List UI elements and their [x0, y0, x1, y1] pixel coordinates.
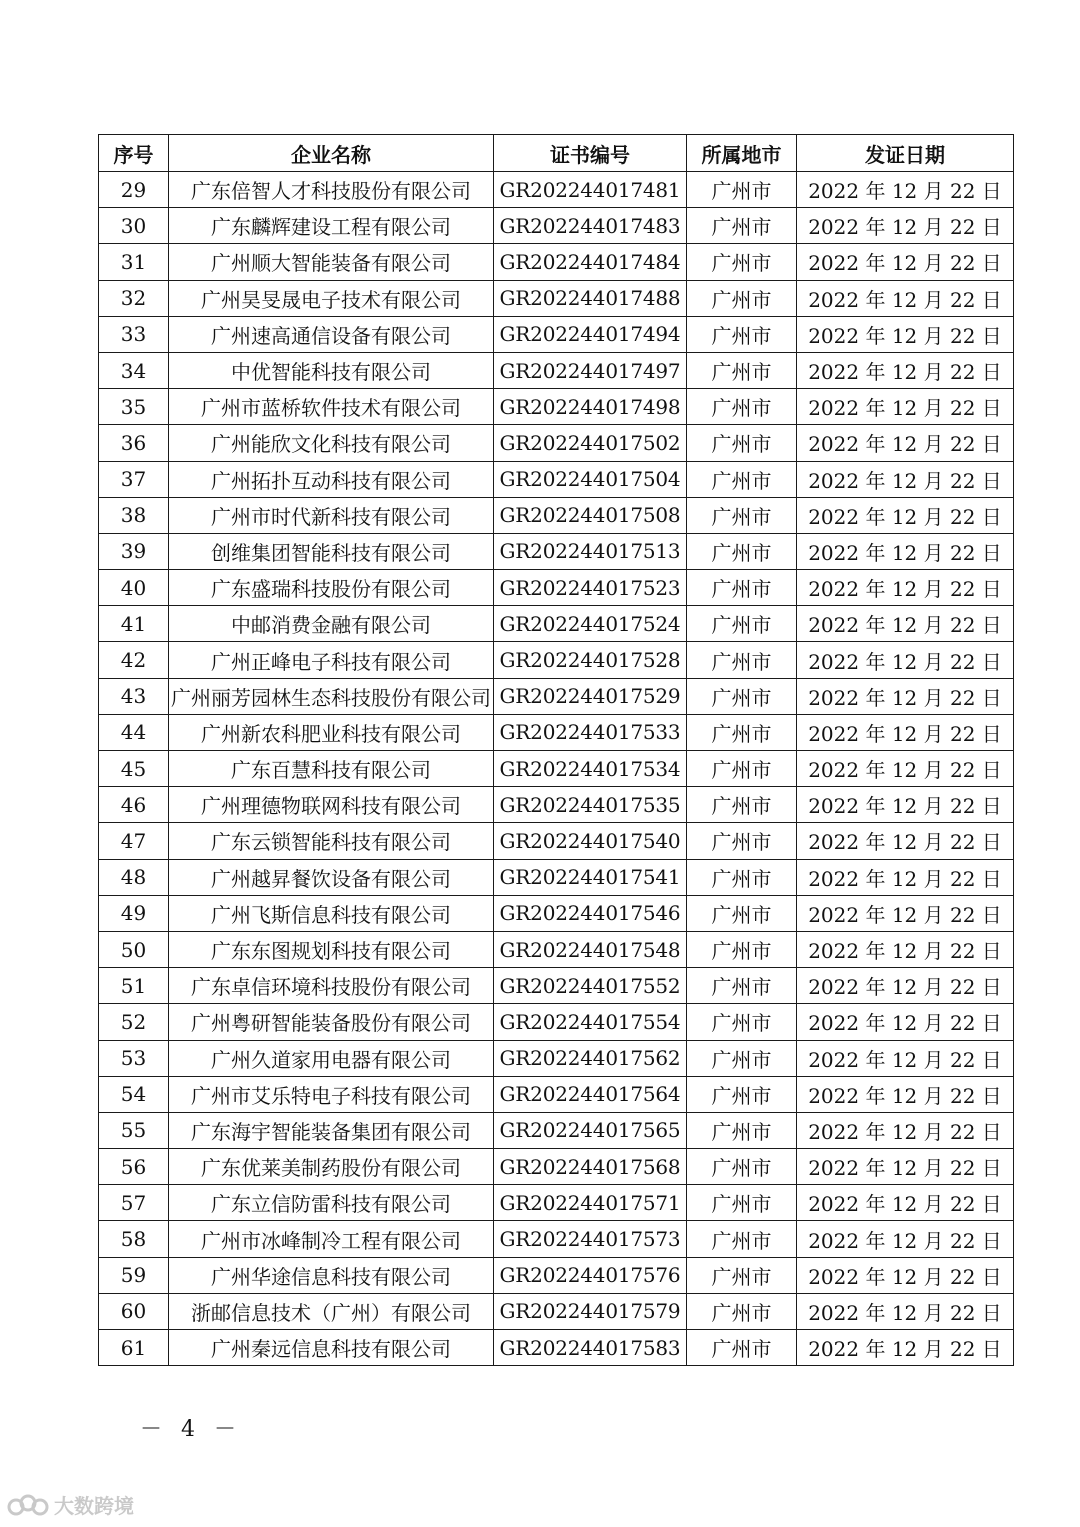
cell-certificate-number: GR202244017533 [494, 714, 687, 750]
cell-index: 36 [99, 425, 169, 461]
cell-city: 广州市 [687, 968, 797, 1004]
cell-company-name: 广州越昇餐饮设备有限公司 [169, 859, 494, 895]
cell-city: 广州市 [687, 172, 797, 208]
cell-certificate-number: GR202244017576 [494, 1257, 687, 1293]
table-row [99, 1221, 1014, 1257]
cell-certificate-number: GR202244017564 [494, 1076, 687, 1112]
table-row [99, 968, 1014, 1004]
cell-certificate-number: GR202244017535 [494, 787, 687, 823]
cell-certificate-number: GR202244017488 [494, 280, 687, 316]
cell-company-name: 广州拓扑互动科技有限公司 [169, 461, 494, 497]
cell-city: 广州市 [687, 1185, 797, 1221]
cell-issue-date: 2022 年 12 月 22 日 [797, 352, 1014, 388]
cell-certificate-number: GR202244017483 [494, 208, 687, 244]
cell-index: 49 [99, 895, 169, 931]
cell-certificate-number: GR202244017481 [494, 172, 687, 208]
cell-city: 广州市 [687, 787, 797, 823]
cell-company-name: 广东云锁智能科技有限公司 [169, 823, 494, 859]
cell-issue-date: 2022 年 12 月 22 日 [797, 787, 1014, 823]
cell-city: 广州市 [687, 570, 797, 606]
cell-city: 广州市 [687, 1149, 797, 1185]
cell-index: 56 [99, 1149, 169, 1185]
cell-company-name: 创维集团智能科技有限公司 [169, 533, 494, 569]
cell-index: 39 [99, 533, 169, 569]
table-row [99, 533, 1014, 569]
table-row [99, 280, 1014, 316]
cell-city: 广州市 [687, 823, 797, 859]
table-row [99, 1076, 1014, 1112]
cell-index: 58 [99, 1221, 169, 1257]
cell-issue-date: 2022 年 12 月 22 日 [797, 1149, 1014, 1185]
cell-index: 59 [99, 1257, 169, 1293]
cell-city: 广州市 [687, 678, 797, 714]
cell-issue-date: 2022 年 12 月 22 日 [797, 172, 1014, 208]
cell-city: 广州市 [687, 751, 797, 787]
cell-company-name: 广州能欣文化科技有限公司 [169, 425, 494, 461]
watermark-text: 大数跨境 [54, 1494, 134, 1518]
cell-issue-date: 2022 年 12 月 22 日 [797, 895, 1014, 931]
cell-company-name: 广州市艾乐特电子科技有限公司 [169, 1076, 494, 1112]
page-number: － 4 － [140, 1417, 242, 1442]
chain-link-logo-icon [6, 1492, 50, 1518]
cell-issue-date: 2022 年 12 月 22 日 [797, 1004, 1014, 1040]
cell-company-name: 广州市冰峰制冷工程有限公司 [169, 1221, 494, 1257]
cell-city: 广州市 [687, 859, 797, 895]
cell-city: 广州市 [687, 425, 797, 461]
cell-issue-date: 2022 年 12 月 22 日 [797, 316, 1014, 352]
cell-issue-date: 2022 年 12 月 22 日 [797, 533, 1014, 569]
cell-issue-date: 2022 年 12 月 22 日 [797, 208, 1014, 244]
cell-index: 55 [99, 1112, 169, 1148]
header-issue-date: 发证日期 [797, 135, 1014, 172]
header-company-name: 企业名称 [169, 135, 494, 172]
cell-company-name: 广州华途信息科技有限公司 [169, 1257, 494, 1293]
cell-index: 40 [99, 570, 169, 606]
cell-city: 广州市 [687, 1330, 797, 1366]
cell-city: 广州市 [687, 1040, 797, 1076]
cell-issue-date: 2022 年 12 月 22 日 [797, 678, 1014, 714]
table-row [99, 1004, 1014, 1040]
cell-issue-date: 2022 年 12 月 22 日 [797, 1112, 1014, 1148]
cell-company-name: 广州丽芳园林生态科技股份有限公司 [169, 678, 494, 714]
cell-certificate-number: GR202244017534 [494, 751, 687, 787]
table-row [99, 497, 1014, 533]
cell-index: 54 [99, 1076, 169, 1112]
cell-index: 31 [99, 244, 169, 280]
cell-city: 广州市 [687, 244, 797, 280]
cell-certificate-number: GR202244017552 [494, 968, 687, 1004]
cell-certificate-number: GR202244017554 [494, 1004, 687, 1040]
cell-index: 57 [99, 1185, 169, 1221]
cell-index: 32 [99, 280, 169, 316]
cell-certificate-number: GR202244017565 [494, 1112, 687, 1148]
cell-index: 53 [99, 1040, 169, 1076]
cell-company-name: 广州顺大智能装备有限公司 [169, 244, 494, 280]
header-certificate-number: 证书编号 [494, 135, 687, 172]
cell-city: 广州市 [687, 1004, 797, 1040]
cell-city: 广州市 [687, 931, 797, 967]
cell-index: 51 [99, 968, 169, 1004]
cell-company-name: 广州飞斯信息科技有限公司 [169, 895, 494, 931]
cell-issue-date: 2022 年 12 月 22 日 [797, 244, 1014, 280]
cell-city: 广州市 [687, 316, 797, 352]
cell-index: 48 [99, 859, 169, 895]
table-row [99, 208, 1014, 244]
cell-company-name: 中优智能科技有限公司 [169, 352, 494, 388]
table-row [99, 859, 1014, 895]
table-row [99, 1040, 1014, 1076]
cell-index: 44 [99, 714, 169, 750]
cell-certificate-number: GR202244017546 [494, 895, 687, 931]
cell-index: 52 [99, 1004, 169, 1040]
cell-issue-date: 2022 年 12 月 22 日 [797, 461, 1014, 497]
cell-issue-date: 2022 年 12 月 22 日 [797, 425, 1014, 461]
cell-city: 广州市 [687, 389, 797, 425]
cell-certificate-number: GR202244017494 [494, 316, 687, 352]
cell-certificate-number: GR202244017541 [494, 859, 687, 895]
cell-company-name: 广州速高通信设备有限公司 [169, 316, 494, 352]
certificate-table [98, 134, 1014, 1366]
cell-issue-date: 2022 年 12 月 22 日 [797, 968, 1014, 1004]
cell-certificate-number: GR202244017579 [494, 1293, 687, 1329]
table-row [99, 606, 1014, 642]
cell-company-name: 广东卓信环境科技股份有限公司 [169, 968, 494, 1004]
cell-issue-date: 2022 年 12 月 22 日 [797, 859, 1014, 895]
table-row [99, 316, 1014, 352]
cell-issue-date: 2022 年 12 月 22 日 [797, 1221, 1014, 1257]
cell-company-name: 广州粤研智能装备股份有限公司 [169, 1004, 494, 1040]
cell-company-name: 广东盛瑞科技股份有限公司 [169, 570, 494, 606]
cell-city: 广州市 [687, 461, 797, 497]
table-row [99, 389, 1014, 425]
cell-index: 34 [99, 352, 169, 388]
table-row [99, 425, 1014, 461]
cell-index: 30 [99, 208, 169, 244]
cell-city: 广州市 [687, 280, 797, 316]
cell-index: 38 [99, 497, 169, 533]
table-header-row [99, 135, 1014, 172]
cell-issue-date: 2022 年 12 月 22 日 [797, 1076, 1014, 1112]
table-row [99, 1257, 1014, 1293]
cell-city: 广州市 [687, 606, 797, 642]
cell-issue-date: 2022 年 12 月 22 日 [797, 1040, 1014, 1076]
cell-city: 广州市 [687, 497, 797, 533]
cell-certificate-number: GR202244017583 [494, 1330, 687, 1366]
table-row [99, 823, 1014, 859]
cell-certificate-number: GR202244017571 [494, 1185, 687, 1221]
table-row [99, 1149, 1014, 1185]
cell-company-name: 广州久道家用电器有限公司 [169, 1040, 494, 1076]
cell-company-name: 广州新农科肥业科技有限公司 [169, 714, 494, 750]
cell-certificate-number: GR202244017497 [494, 352, 687, 388]
table-row [99, 352, 1014, 388]
table-row [99, 570, 1014, 606]
header-index: 序号 [99, 135, 169, 172]
cell-company-name: 广州市时代新科技有限公司 [169, 497, 494, 533]
cell-index: 45 [99, 751, 169, 787]
table-row [99, 642, 1014, 678]
cell-company-name: 广州昊旻晟电子技术有限公司 [169, 280, 494, 316]
cell-city: 广州市 [687, 352, 797, 388]
cell-city: 广州市 [687, 1257, 797, 1293]
cell-certificate-number: GR202244017502 [494, 425, 687, 461]
cell-company-name: 广东立信防雷科技有限公司 [169, 1185, 494, 1221]
cell-issue-date: 2022 年 12 月 22 日 [797, 751, 1014, 787]
table-row [99, 678, 1014, 714]
cell-issue-date: 2022 年 12 月 22 日 [797, 823, 1014, 859]
header-city: 所属地市 [687, 135, 797, 172]
cell-company-name: 广州正峰电子科技有限公司 [169, 642, 494, 678]
cell-index: 35 [99, 389, 169, 425]
cell-certificate-number: GR202244017523 [494, 570, 687, 606]
cell-city: 广州市 [687, 895, 797, 931]
table-row [99, 751, 1014, 787]
cell-issue-date: 2022 年 12 月 22 日 [797, 389, 1014, 425]
cell-index: 47 [99, 823, 169, 859]
cell-company-name: 广州秦远信息科技有限公司 [169, 1330, 494, 1366]
cell-certificate-number: GR202244017540 [494, 823, 687, 859]
cell-index: 42 [99, 642, 169, 678]
cell-index: 29 [99, 172, 169, 208]
cell-index: 33 [99, 316, 169, 352]
cell-index: 43 [99, 678, 169, 714]
table-row [99, 931, 1014, 967]
cell-issue-date: 2022 年 12 月 22 日 [797, 570, 1014, 606]
cell-city: 广州市 [687, 1076, 797, 1112]
table-row [99, 172, 1014, 208]
cell-issue-date: 2022 年 12 月 22 日 [797, 280, 1014, 316]
cell-index: 41 [99, 606, 169, 642]
cell-company-name: 广东倍智人才科技股份有限公司 [169, 172, 494, 208]
cell-index: 50 [99, 931, 169, 967]
cell-issue-date: 2022 年 12 月 22 日 [797, 1257, 1014, 1293]
cell-issue-date: 2022 年 12 月 22 日 [797, 931, 1014, 967]
cell-company-name: 广东海宇智能装备集团有限公司 [169, 1112, 494, 1148]
cell-company-name: 浙邮信息技术（广州）有限公司 [169, 1293, 494, 1329]
cell-index: 46 [99, 787, 169, 823]
cell-company-name: 广州市蓝桥软件技术有限公司 [169, 389, 494, 425]
cell-company-name: 广东东图规划科技有限公司 [169, 931, 494, 967]
cell-issue-date: 2022 年 12 月 22 日 [797, 606, 1014, 642]
cell-company-name: 广东麟辉建设工程有限公司 [169, 208, 494, 244]
table-row [99, 1330, 1014, 1366]
cell-index: 60 [99, 1293, 169, 1329]
cell-certificate-number: GR202244017504 [494, 461, 687, 497]
cell-city: 广州市 [687, 1293, 797, 1329]
cell-city: 广州市 [687, 642, 797, 678]
table-row [99, 1185, 1014, 1221]
cell-certificate-number: GR202244017498 [494, 389, 687, 425]
cell-city: 广州市 [687, 714, 797, 750]
cell-city: 广州市 [687, 1221, 797, 1257]
cell-certificate-number: GR202244017484 [494, 244, 687, 280]
cell-company-name: 广州理德物联网科技有限公司 [169, 787, 494, 823]
cell-index: 61 [99, 1330, 169, 1366]
table-row [99, 461, 1014, 497]
cell-company-name: 广东百慧科技有限公司 [169, 751, 494, 787]
cell-certificate-number: GR202244017513 [494, 533, 687, 569]
cell-certificate-number: GR202244017568 [494, 1149, 687, 1185]
cell-issue-date: 2022 年 12 月 22 日 [797, 714, 1014, 750]
cell-index: 37 [99, 461, 169, 497]
table-row [99, 787, 1014, 823]
cell-certificate-number: GR202244017562 [494, 1040, 687, 1076]
table-row [99, 1112, 1014, 1148]
cell-issue-date: 2022 年 12 月 22 日 [797, 1293, 1014, 1329]
table-row [99, 1293, 1014, 1329]
watermark [6, 1490, 134, 1519]
cell-certificate-number: GR202244017529 [494, 678, 687, 714]
cell-certificate-number: GR202244017573 [494, 1221, 687, 1257]
cell-city: 广州市 [687, 533, 797, 569]
cell-certificate-number: GR202244017548 [494, 931, 687, 967]
cell-company-name: 中邮消费金融有限公司 [169, 606, 494, 642]
cell-certificate-number: GR202244017528 [494, 642, 687, 678]
table-row [99, 244, 1014, 280]
cell-issue-date: 2022 年 12 月 22 日 [797, 1330, 1014, 1366]
table-row [99, 714, 1014, 750]
cell-company-name: 广东优莱美制药股份有限公司 [169, 1149, 494, 1185]
cell-issue-date: 2022 年 12 月 22 日 [797, 497, 1014, 533]
cell-issue-date: 2022 年 12 月 22 日 [797, 1185, 1014, 1221]
cell-certificate-number: GR202244017524 [494, 606, 687, 642]
table-row [99, 895, 1014, 931]
cell-city: 广州市 [687, 1112, 797, 1148]
cell-issue-date: 2022 年 12 月 22 日 [797, 642, 1014, 678]
cell-city: 广州市 [687, 208, 797, 244]
cell-certificate-number: GR202244017508 [494, 497, 687, 533]
table-body [99, 172, 1014, 1366]
